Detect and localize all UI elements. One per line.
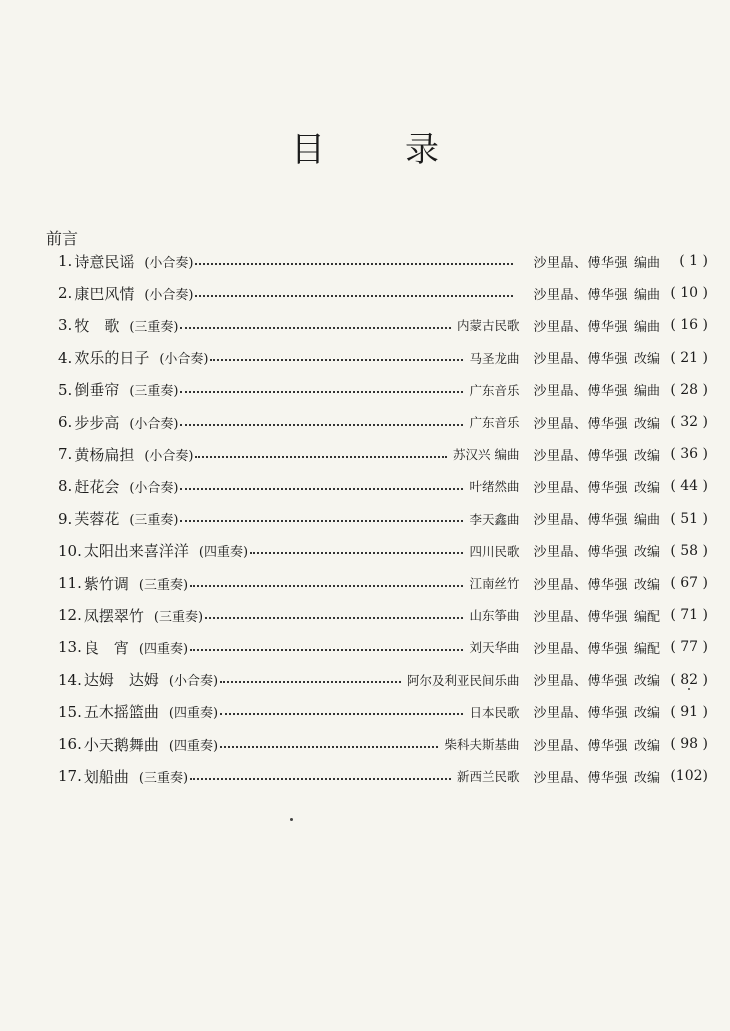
entry-source: 广东音乐 [469, 382, 520, 398]
entry-title: 小天鹅舞曲 [83, 735, 159, 754]
page-title [0, 122, 730, 171]
entry-title: 划船曲 [83, 767, 129, 786]
toc-entry [58, 411, 708, 433]
entry-leader-dots [180, 509, 463, 522]
entry-source: 马圣龙曲 [469, 350, 520, 366]
entry-arrangers: 沙里晶、傅华强 [533, 706, 628, 722]
entry-leader-dots [180, 380, 463, 393]
entry-source: 叶绪然曲 [469, 479, 520, 495]
entry-leader-dots [180, 477, 463, 490]
entry-arrangers: 沙里晶、傅华强 [533, 770, 628, 786]
entry-ensemble: (四重奏) [138, 641, 189, 657]
entry-action: 编曲 [633, 513, 660, 529]
entry-ensemble: (小合奏) [159, 352, 209, 368]
entry-number: 17. [58, 767, 82, 786]
entry-page: ( 21 ) [670, 349, 708, 366]
toc-entry [58, 636, 708, 658]
toc-entry [58, 701, 708, 723]
entry-number: 5. [58, 380, 73, 399]
entry-page: ( 98 ) [670, 736, 708, 752]
entry-action: 编曲 [633, 384, 660, 400]
toc-entry [58, 347, 708, 369]
entry-ensemble: (小合奏) [144, 287, 194, 303]
entry-ensemble: (小合奏) [168, 674, 219, 690]
entry-ensemble: (三重奏) [129, 319, 179, 335]
entry-leader-dots [190, 638, 463, 651]
toc-entry [58, 540, 708, 562]
entry-page: ( 32 ) [670, 414, 708, 430]
page-title-char-1: 目 [291, 130, 325, 170]
entry-arrangers: 沙里晶、傅华强 [533, 513, 628, 529]
entry-ensemble: (三重奏) [129, 384, 179, 400]
entry-arrangers: 沙里晶、傅华强 [533, 545, 628, 561]
entry-source: 江南丝竹 [469, 576, 520, 591]
entry-page: ( 51 ) [670, 510, 708, 527]
entry-title: 康巴风情 [74, 284, 135, 303]
entry-leader-dots [190, 574, 463, 587]
entry-number: 14. [58, 670, 82, 689]
entry-action: 编配 [633, 641, 660, 657]
entry-number: 13. [58, 638, 82, 657]
entry-title: 芙蓉花 [74, 510, 120, 529]
entry-number: 16. [58, 735, 82, 753]
entry-page: ( 28 ) [670, 381, 708, 398]
entry-action: 改编 [633, 738, 660, 754]
entry-page: ( 58 ) [670, 542, 708, 559]
entry-action: 改编 [633, 770, 660, 786]
entry-title: 黄杨扁担 [74, 445, 135, 464]
toc-entry [58, 475, 708, 497]
entry-action: 编配 [633, 609, 660, 625]
entry-leader-dots [180, 413, 463, 426]
entry-page: ( 44 ) [670, 478, 708, 495]
toc-entry [58, 314, 708, 336]
entry-number: 4. [58, 348, 73, 367]
entry-title: 赶花会 [74, 477, 120, 496]
entry-source: 阿尔及利亚民间乐曲 [406, 672, 520, 688]
entry-page: ( 71 ) [670, 607, 708, 624]
toc-entry [58, 669, 708, 691]
entry-leader-dots [250, 541, 463, 554]
entry-source: 刘天华曲 [469, 640, 520, 656]
entry-title: 达姆 达姆 [83, 671, 159, 690]
entry-number: 12. [58, 606, 82, 625]
entry-action: 编曲 [633, 255, 660, 271]
entry-ensemble: (四重奏) [168, 738, 219, 754]
entry-arrangers: 沙里晶、傅华强 [533, 480, 628, 496]
entry-leader-dots [195, 284, 513, 297]
entry-title: 诗意民谣 [74, 252, 135, 271]
entry-ensemble: (三重奏) [153, 609, 204, 625]
entry-number: 6. [58, 413, 73, 431]
entry-ensemble: (四重奏) [198, 545, 249, 561]
entry-source: 柴科夫斯基曲 [444, 737, 520, 752]
entry-leader-dots [210, 348, 463, 361]
entry-action: 改编 [633, 448, 660, 464]
toc-entry [58, 733, 708, 755]
entry-action: 改编 [633, 545, 660, 561]
page-speck [290, 818, 293, 821]
toc-entry [58, 572, 708, 594]
entry-page: ( 67 ) [670, 575, 708, 591]
page-speck [688, 688, 690, 690]
entry-action: 改编 [633, 674, 660, 690]
entry-page: ( 10 ) [670, 285, 708, 302]
entry-source: 内蒙古民歌 [456, 318, 520, 334]
entry-title: 步步高 [74, 413, 120, 432]
toc-entry [58, 282, 708, 304]
entry-ensemble: (三重奏) [129, 513, 179, 529]
toc-entry [58, 508, 708, 530]
entry-leader-dots [190, 767, 451, 780]
entry-leader-dots [220, 735, 438, 748]
entry-arrangers: 沙里晶、傅华强 [533, 738, 628, 754]
entry-ensemble: (小合奏) [129, 480, 179, 496]
entry-arrangers: 沙里晶、傅华强 [533, 352, 628, 368]
entry-title: 牧 歌 [74, 316, 120, 335]
entry-action: 编曲 [633, 287, 660, 303]
entry-action: 改编 [633, 416, 660, 432]
entry-leader-dots [195, 252, 513, 265]
entry-arrangers: 沙里晶、傅华强 [533, 641, 628, 657]
entry-leader-dots [195, 445, 447, 458]
entry-arrangers: 沙里晶、傅华强 [533, 319, 628, 335]
entry-ensemble: (三重奏) [138, 770, 189, 786]
entry-ensemble: (三重奏) [138, 577, 189, 593]
entry-ensemble: (小合奏) [144, 448, 194, 464]
entry-number: 1. [58, 252, 73, 270]
toc-entry [58, 379, 708, 401]
entry-leader-dots [180, 316, 450, 329]
entry-number: 15. [58, 702, 82, 721]
entry-action: 改编 [633, 577, 660, 593]
entry-page: ( 82 ) [670, 671, 708, 688]
entry-title: 凤摆翠竹 [83, 606, 144, 625]
entry-action: 改编 [633, 352, 660, 368]
preface-heading: 前言 [46, 229, 79, 248]
entry-ensemble: (小合奏) [129, 416, 179, 432]
entry-number: 11. [58, 574, 82, 592]
toc-entry [58, 443, 708, 465]
toc-entry [58, 765, 708, 787]
entry-source: 苏汉兴 编曲 [452, 447, 520, 463]
entry-action: 改编 [633, 706, 660, 722]
entry-page: ( 91 ) [670, 703, 708, 720]
entry-page: (102) [670, 768, 708, 785]
entry-action: 编曲 [633, 319, 660, 335]
entry-source: 四川民歌 [469, 543, 520, 559]
entry-leader-dots [220, 702, 463, 715]
entry-arrangers: 沙里晶、傅华强 [533, 448, 628, 464]
entry-title: 太阳出来喜洋洋 [83, 542, 189, 561]
entry-leader-dots [205, 606, 463, 619]
entry-number: 2. [58, 284, 73, 303]
entry-source: 日本民歌 [469, 704, 520, 720]
entry-arrangers: 沙里晶、傅华强 [533, 384, 628, 400]
entry-title: 倒垂帘 [74, 381, 120, 400]
entry-action: 改编 [633, 480, 660, 496]
entry-source: 新西兰民歌 [456, 769, 520, 785]
entry-arrangers: 沙里晶、傅华强 [533, 609, 628, 625]
entry-ensemble: (四重奏) [168, 706, 219, 722]
entry-number: 8. [58, 477, 73, 496]
entry-source: 广东音乐 [469, 415, 520, 430]
toc-entry [58, 250, 708, 272]
entry-page: ( 77 ) [670, 639, 708, 656]
entry-arrangers: 沙里晶、傅华强 [533, 287, 628, 303]
entry-arrangers: 沙里晶、傅华强 [533, 416, 628, 432]
entry-source: 李天鑫曲 [469, 511, 520, 527]
entry-arrangers: 沙里晶、傅华强 [533, 577, 628, 593]
entry-arrangers: 沙里晶、傅华强 [533, 255, 628, 271]
entry-page: ( 36 ) [670, 446, 708, 463]
entry-title: 良 宵 [83, 638, 129, 657]
entry-arrangers: 沙里晶、傅华强 [533, 674, 628, 690]
entry-title: 紫竹调 [83, 574, 129, 593]
page-title-char-2: 录 [405, 130, 439, 170]
entry-number: 3. [58, 316, 73, 335]
entry-page: ( 1 ) [679, 253, 708, 269]
toc-entry [58, 604, 708, 626]
entry-source: 山东筝曲 [469, 608, 520, 624]
entry-number: 7. [58, 445, 73, 464]
entry-title: 五木摇篮曲 [83, 703, 159, 722]
entry-number: 10. [58, 541, 82, 560]
entry-ensemble: (小合奏) [144, 255, 194, 271]
entry-title: 欢乐的日子 [74, 349, 150, 368]
entry-leader-dots [220, 670, 401, 683]
entry-page: ( 16 ) [670, 317, 708, 334]
entry-number: 9. [58, 509, 73, 528]
